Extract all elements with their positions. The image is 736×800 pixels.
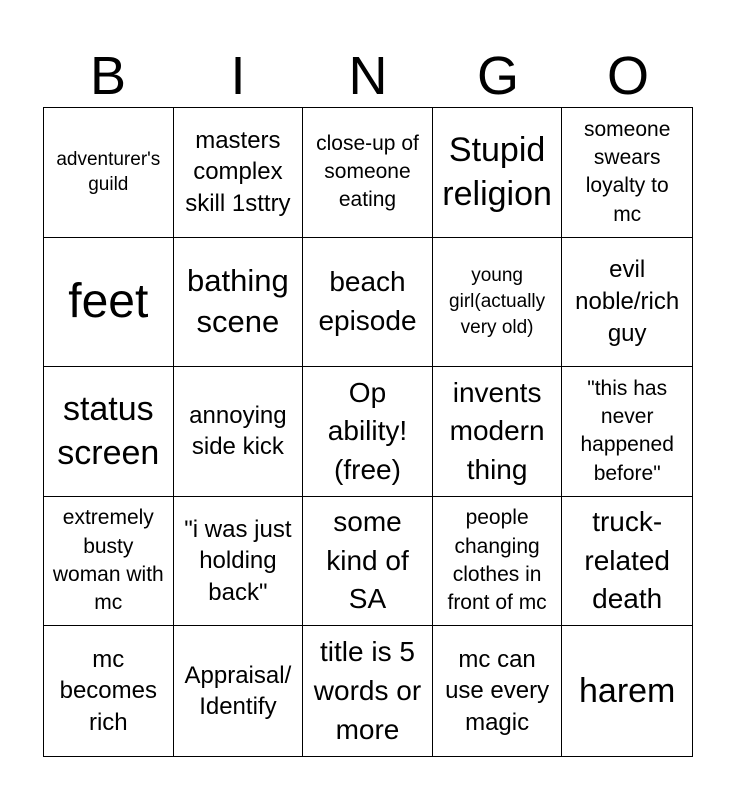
bingo-cell[interactable] xyxy=(433,108,563,238)
bingo-cell[interactable] xyxy=(433,238,563,368)
bingo-cell[interactable] xyxy=(44,367,174,497)
bingo-cell[interactable] xyxy=(174,626,304,756)
bingo-cell[interactable] xyxy=(44,108,174,238)
header-letter-i: I xyxy=(230,46,246,106)
bingo-cell[interactable] xyxy=(303,108,433,238)
cell-text: Stupid religion xyxy=(442,131,552,214)
bingo-header xyxy=(43,44,693,108)
cell-text: Op ability! (free) xyxy=(327,376,408,485)
bingo-cell[interactable] xyxy=(562,367,692,497)
cell-text: mc can use every magic xyxy=(445,645,550,737)
header-letter-g: G xyxy=(476,46,519,106)
cell-text: feet xyxy=(68,275,149,329)
header-letter-b: B xyxy=(89,46,127,106)
header-letter-o: O xyxy=(606,46,649,106)
bingo-cell[interactable] xyxy=(433,626,563,756)
cell-text: annoying side kick xyxy=(189,401,287,461)
bingo-cell[interactable] xyxy=(562,238,692,368)
bingo-cell[interactable] xyxy=(174,108,304,238)
cell-text: bathing scene xyxy=(187,262,289,339)
cell-text: truck-related death xyxy=(584,506,670,615)
bingo-cell[interactable] xyxy=(303,497,433,627)
cell-text: extremely busty woman with mc xyxy=(52,506,164,615)
cell-text: beach episode xyxy=(318,266,417,336)
bingo-cell[interactable] xyxy=(433,497,563,627)
header-letter-n: N xyxy=(348,46,388,106)
cell-text: title is 5 words or more xyxy=(313,636,422,745)
cell-text: invents modern thing xyxy=(449,376,545,485)
bingo-cell[interactable] xyxy=(44,626,174,756)
cell-text: some kind of SA xyxy=(326,506,409,615)
cell-text: evil noble/rich guy xyxy=(575,256,680,347)
bingo-cell[interactable] xyxy=(174,497,304,627)
cell-text: someone swears loyalty to mc xyxy=(583,117,671,226)
cell-text: status screen xyxy=(57,390,160,473)
bingo-cell[interactable] xyxy=(303,367,433,497)
cell-text: close-up of someone eating xyxy=(316,131,419,212)
bingo-cell[interactable] xyxy=(174,238,304,368)
bingo-cell[interactable] xyxy=(433,367,563,497)
cell-text: harem xyxy=(579,672,676,711)
bingo-cell[interactable] xyxy=(44,238,174,368)
cell-text: mc becomes rich xyxy=(59,645,157,737)
bingo-cell[interactable] xyxy=(174,367,304,497)
bingo-cell[interactable] xyxy=(562,626,692,756)
cell-text: masters complex skill 1sttry xyxy=(185,126,291,218)
bingo-cell[interactable] xyxy=(44,497,174,627)
bingo-cell[interactable] xyxy=(562,108,692,238)
cell-text: adventurer's guild xyxy=(56,148,161,196)
bingo-board xyxy=(43,107,693,757)
cell-text: "this has never happened before" xyxy=(580,376,674,485)
cell-text: "i was just holding back" xyxy=(184,515,292,606)
cell-text: Appraisal/ Identify xyxy=(184,661,292,721)
bingo-cell[interactable] xyxy=(303,238,433,368)
cell-text: young girl(actually very old) xyxy=(449,265,546,338)
bingo-cell[interactable] xyxy=(303,626,433,756)
bingo-cell[interactable] xyxy=(562,497,692,627)
cell-text: people changing clothes in front of mc xyxy=(447,506,547,615)
